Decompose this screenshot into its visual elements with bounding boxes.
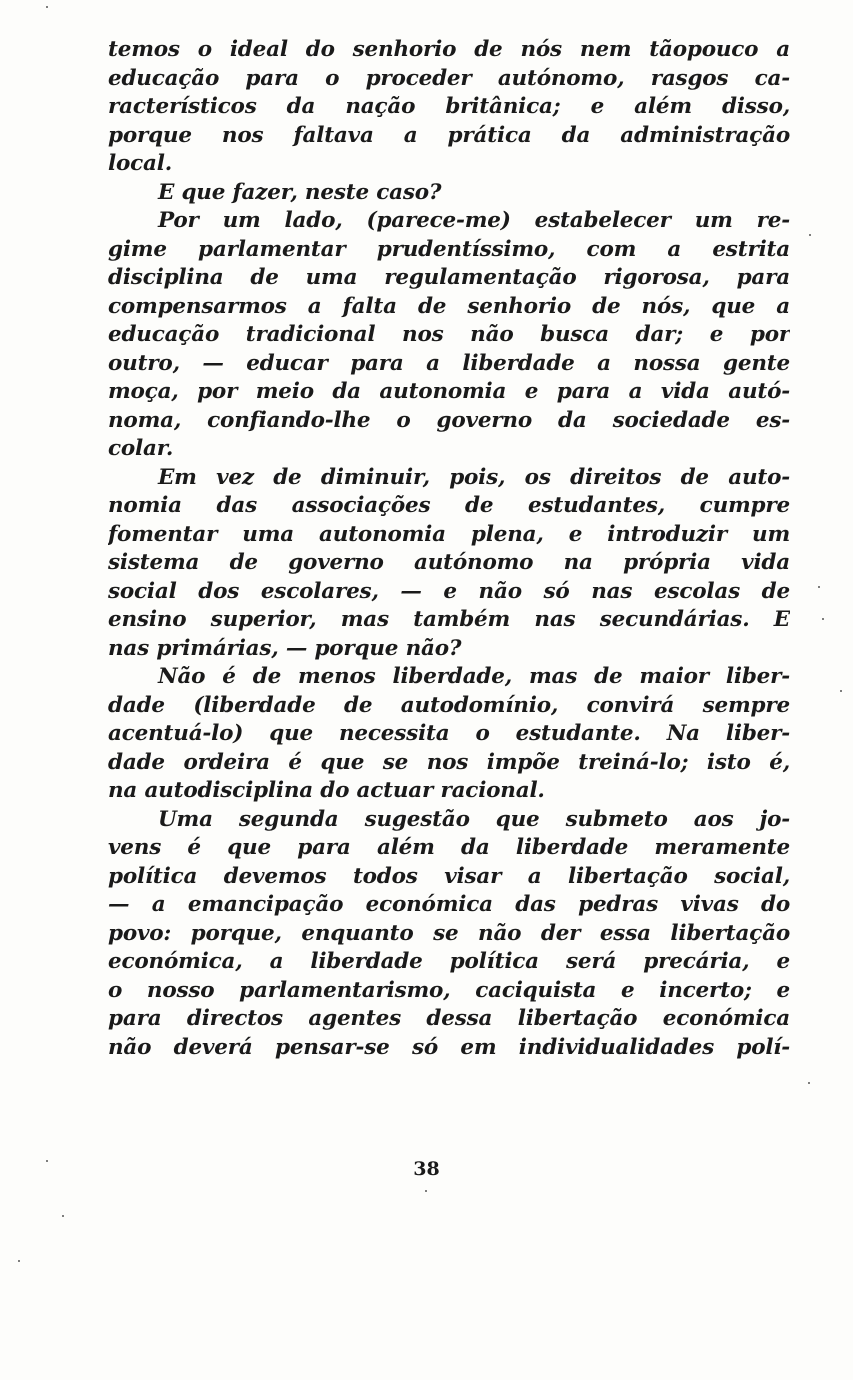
- scan-speck: [818, 586, 820, 588]
- text-line: Não é de menos liberdade, mas de maior liber-: [158, 664, 790, 689]
- scan-speck: [46, 6, 48, 8]
- text-line: — a emancipação económica das pedras vivas do: [108, 892, 790, 917]
- body-text: [108, 36, 790, 1062]
- text-line: educação tradicional nos não busca dar; e por: [108, 322, 790, 347]
- text-line: povo: porque, enquanto se não der essa libertação: [108, 920, 790, 946]
- page-number: 38: [413, 1158, 440, 1180]
- text-line: dade ordeira é que se nos impõe treiná-lo; isto é,: [108, 749, 790, 775]
- text-line: na autodisciplina do actuar racional.: [108, 778, 545, 803]
- scan-speck: [46, 1160, 48, 1162]
- text-line: compensarmos a falta de senhorio de nós, que a: [108, 293, 790, 319]
- text-line: colar.: [108, 436, 174, 461]
- scan-speck: [18, 1260, 20, 1262]
- text-line: moça, por meio da autonomia e para a vida autó-: [108, 379, 790, 404]
- text-line: o nosso parlamentarismo, caciquista e incerto; e: [108, 977, 790, 1003]
- text-line: nas primárias, — porque não?: [108, 635, 462, 661]
- text-line: fomentar uma autonomia plena, e introduzir um: [108, 521, 790, 547]
- text-line: dade (liberdade de autodomínio, convirá sempre: [108, 692, 790, 718]
- text-line: não deverá pensar-se só em individualidades polí-: [108, 1034, 790, 1060]
- text-line: noma, confiando-lhe o governo da sociedade es-: [108, 407, 790, 433]
- text-line: temos o ideal do senhorio de nós nem tãopouco a: [108, 37, 790, 62]
- text-line: vens é que para além da liberdade meramente: [108, 835, 790, 860]
- text-line: Uma segunda sugestão que submeto aos jo-: [158, 806, 790, 832]
- text-line: porque nos faltava a prática da administração: [108, 122, 790, 148]
- text-line: nomia das associações de estudantes, cumpre: [108, 493, 790, 518]
- text-line: social dos escolares, — e não só nas escolas de: [108, 578, 790, 604]
- scan-speck: [809, 234, 811, 236]
- text-line: educação para o proceder autónomo, rasgos ca-: [108, 65, 790, 91]
- text-line: racterísticos da nação britânica; e além disso,: [108, 94, 790, 119]
- scan-speck: [425, 1190, 427, 1192]
- text-line: económica, a liberdade política será precária, e: [108, 949, 790, 974]
- text-line: outro, — educar para a liberdade a nossa gente: [108, 350, 790, 376]
- scan-speck: [822, 618, 824, 620]
- text-line: ensino superior, mas também nas secundárias. E: [108, 607, 790, 632]
- scan-speck: [840, 690, 842, 692]
- text-line: local.: [108, 151, 172, 176]
- text-line: Em vez de diminuir, pois, os direitos de auto-: [158, 464, 790, 490]
- text-line: política devemos todos visar a libertação social,: [108, 863, 790, 889]
- scan-speck: [808, 1082, 810, 1084]
- text-line: disciplina de uma regulamentação rigorosa, para: [108, 265, 790, 290]
- text-line: acentuá-lo) que necessita o estudante. Na liber-: [108, 721, 790, 746]
- text-line: para directos agentes dessa libertação económica: [108, 1006, 790, 1031]
- text-line: sistema de governo autónomo na própria vida: [108, 550, 790, 575]
- scan-speck: [62, 1215, 64, 1217]
- text-line: gime parlamentar prudentíssimo, com a estrita: [108, 236, 790, 262]
- text-line: Por um lado, (parece-me) estabelecer um re-: [158, 208, 790, 233]
- text-line: E que fazer, neste caso?: [158, 179, 442, 205]
